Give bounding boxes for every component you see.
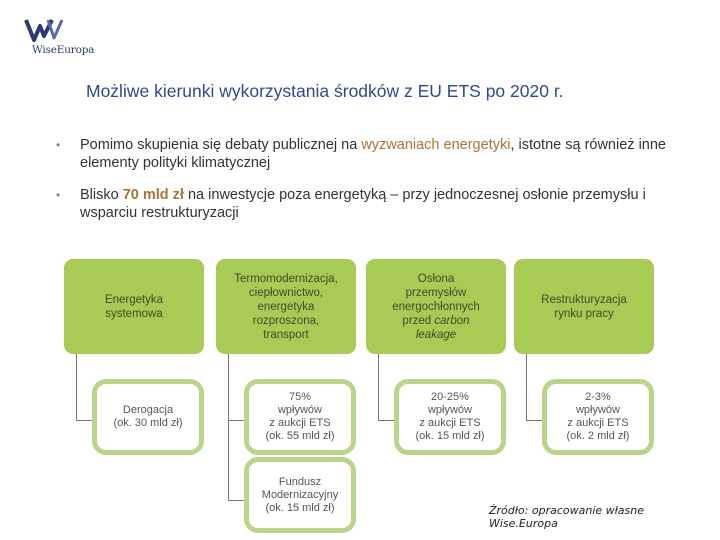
page-title: Możliwe kierunki wykorzystania środków z EU ETS po 2020 r. <box>86 81 564 101</box>
category-label-line: przed <box>402 314 435 327</box>
category-label-line: energochłonnych <box>392 300 480 313</box>
category-box <box>216 259 356 354</box>
category-box <box>366 259 506 354</box>
bullet-text-post: , istotne są również inne elementy polityki klimatycznej <box>80 137 666 171</box>
funding-label: Derogacja (ok. 30 mld zł) <box>113 404 183 429</box>
funding-box <box>244 379 356 455</box>
source-note: Źródło: opracowanie własne Wise.Europa <box>489 504 645 530</box>
diagram-column <box>216 259 356 527</box>
funding-box <box>244 457 356 533</box>
bullet-list <box>54 136 694 236</box>
category-label: Restrukturyzacja rynku pracy <box>541 293 627 320</box>
bullet-dot-icon: • <box>56 188 61 202</box>
funding-label: 2-3% wpływów z aukcji ETS (ok. 2 mld zł) <box>566 391 630 442</box>
bullet-text-pre: Blisko <box>80 187 123 203</box>
category-box <box>64 259 204 354</box>
diagram-column <box>64 259 204 527</box>
funding-label: 75% wpływów z aukcji ETS (ok. 55 mld zł) <box>265 391 335 442</box>
funding-diagram <box>64 259 664 529</box>
bullet-highlight: 70 mld zł <box>122 187 184 203</box>
bullet-dot-icon: • <box>56 138 61 152</box>
category-label: Termomodernizacja, ciepłownictwo, energetyka rozproszona, transport <box>234 272 338 341</box>
logo-text: WiseEuropa <box>32 44 95 56</box>
bullet-item <box>54 186 694 222</box>
funding-label: Fundusz Modernizacyjny (ok. 15 mld zł) <box>261 475 339 514</box>
funding-label: 20-25% wpływów z aukcji ETS (ok. 15 mld zł) <box>415 391 485 442</box>
funding-box <box>394 379 506 455</box>
bullet-text-pre: Pomimo skupienia się debaty publicznej na <box>80 137 362 153</box>
funding-box <box>92 379 204 455</box>
bullet-highlight: wyzwaniach energetyki <box>361 137 511 153</box>
wiseeuropa-logo <box>18 18 98 62</box>
category-label <box>392 272 480 342</box>
bullet-text-post: na inwestycje poza energetyką – przy jednoczesnej osłonie przemysłu i wsparciu restrukturyzacji <box>80 187 646 221</box>
category-label-italic: carbon leakage <box>415 314 470 341</box>
category-label-line: przemysłów <box>405 286 467 299</box>
category-label-line: Osłona <box>417 272 455 285</box>
diagram-column <box>366 259 506 527</box>
bullet-item <box>54 136 694 172</box>
category-box <box>514 259 654 354</box>
category-label: Energetyka systemowa <box>104 293 164 320</box>
logo-mark-icon <box>24 18 64 44</box>
diagram-column <box>514 259 654 527</box>
funding-box <box>542 379 654 455</box>
